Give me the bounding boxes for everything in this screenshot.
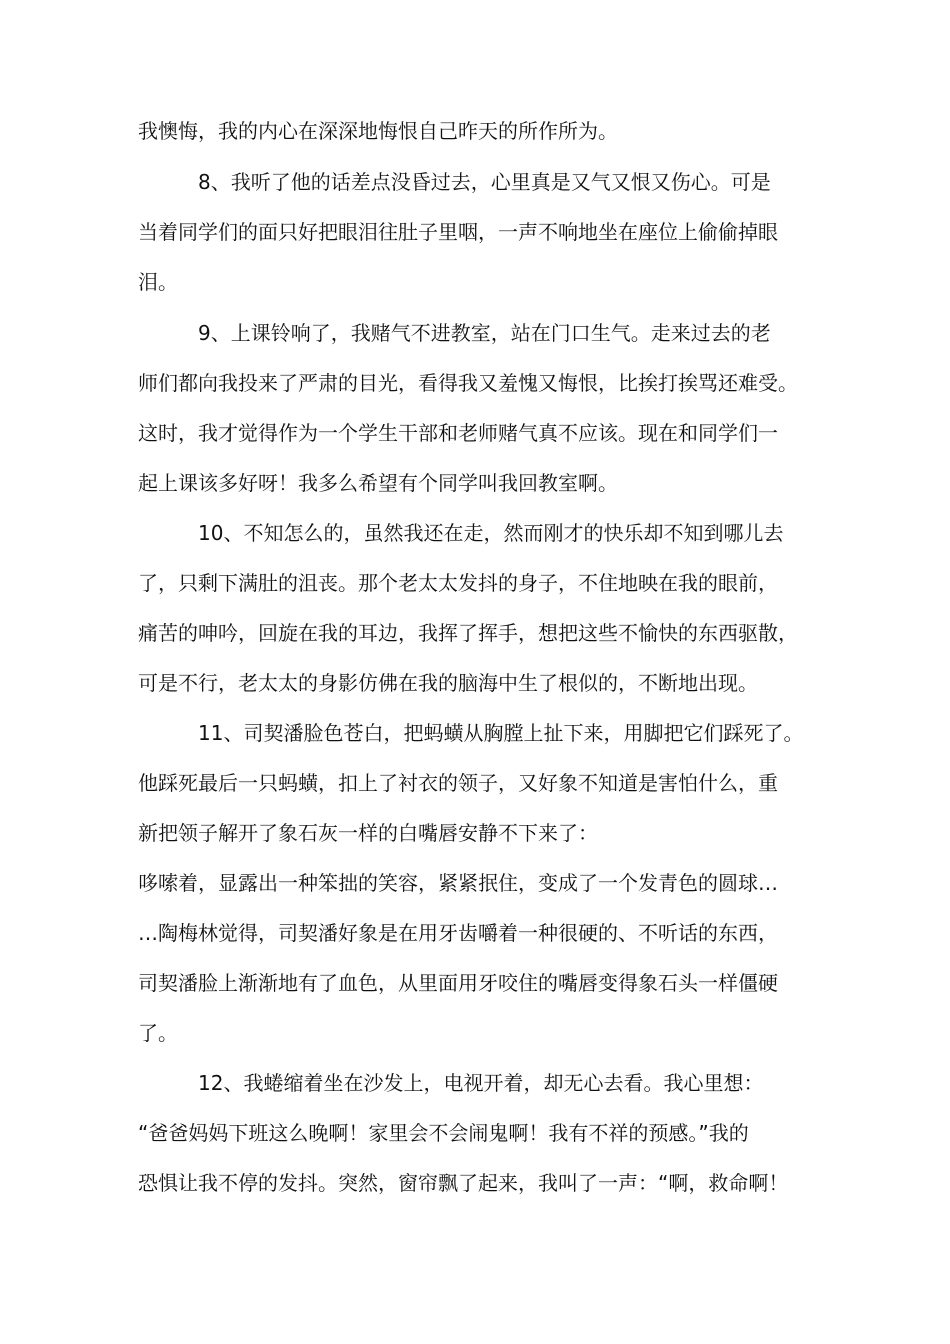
text-line-18: 司契潘脸上渐渐地有了血色，从里面用牙咬住的嘴唇变得象石头一样僵硬 bbox=[138, 971, 778, 995]
text-line-12: 可是不行，老太太的身影仿佛在我的脑海中生了根似的，不断地出现。 bbox=[138, 671, 758, 695]
text-line-7: 这时，我才觉得作为一个学生干部和老师赌气真不应该。现在和同学们一 bbox=[138, 421, 778, 445]
text-line-13: 11、司契潘脸色苍白，把蚂蟥从胸膛上扯下来，用脚把它们踩死了。 bbox=[198, 721, 804, 745]
text-line-1: 我懊悔，我的内心在深深地悔恨自己昨天的所作所为。 bbox=[138, 119, 618, 143]
text-line-14: 他踩死最后一只蚂蟥，扣上了衬衣的领子，又好象不知道是害怕什么，重 bbox=[138, 771, 778, 795]
text-line-4: 泪。 bbox=[138, 270, 178, 294]
text-line-22: 恐惧让我不停的发抖。突然，窗帘飘了起来，我叫了一声：“啊，救命啊！ bbox=[138, 1171, 789, 1195]
text-line-6: 师们都向我投来了严肃的目光，看得我又羞愧又悔恨，比挨打挨骂还难受。 bbox=[138, 371, 798, 395]
text-line-9: 10、不知怎么的，虽然我还在走，然而刚才的快乐却不知到哪儿去 bbox=[198, 521, 784, 545]
text-line-11: 痛苦的呻吟，回旋在我的耳边，我挥了挥手，想把这些不愉快的东西驱散， bbox=[138, 621, 798, 645]
text-line-2: 8、我听了他的话差点没昏过去，心里真是又气又恨又伤心。可是 bbox=[198, 170, 771, 194]
text-line-17: …陶梅林觉得，司契潘好象是在用牙齿嚼着一种很硬的、不听话的东西， bbox=[138, 921, 778, 945]
text-line-8: 起上课该多好呀！我多么希望有个同学叫我回教室啊。 bbox=[138, 471, 618, 495]
text-line-20: 12、我蜷缩着坐在沙发上，电视开着，却无心去看。我心里想： bbox=[198, 1071, 764, 1095]
text-line-3: 当着同学们的面只好把眼泪往肚子里咽，一声不响地坐在座位上偷偷掉眼 bbox=[138, 220, 778, 244]
text-line-16: 哆嗦着，显露出一种笨拙的笑容，紧紧抿住，变成了一个发青色的圆球… bbox=[138, 871, 778, 895]
text-line-10: 了，只剩下满肚的沮丧。那个老太太发抖的身子，不住地映在我的眼前， bbox=[138, 571, 778, 595]
text-line-5: 9、上课铃响了，我赌气不进教室，站在门口生气。走来过去的老 bbox=[198, 321, 771, 345]
text-line-21: “爸爸妈妈下班这么晚啊！家里会不会闹鬼啊！我有不祥的预感。”我的 bbox=[138, 1121, 749, 1145]
text-line-19: 了。 bbox=[138, 1021, 178, 1045]
text-line-15: 新把领子解开了象石灰一样的白嘴唇安静不下来了： bbox=[138, 821, 598, 845]
